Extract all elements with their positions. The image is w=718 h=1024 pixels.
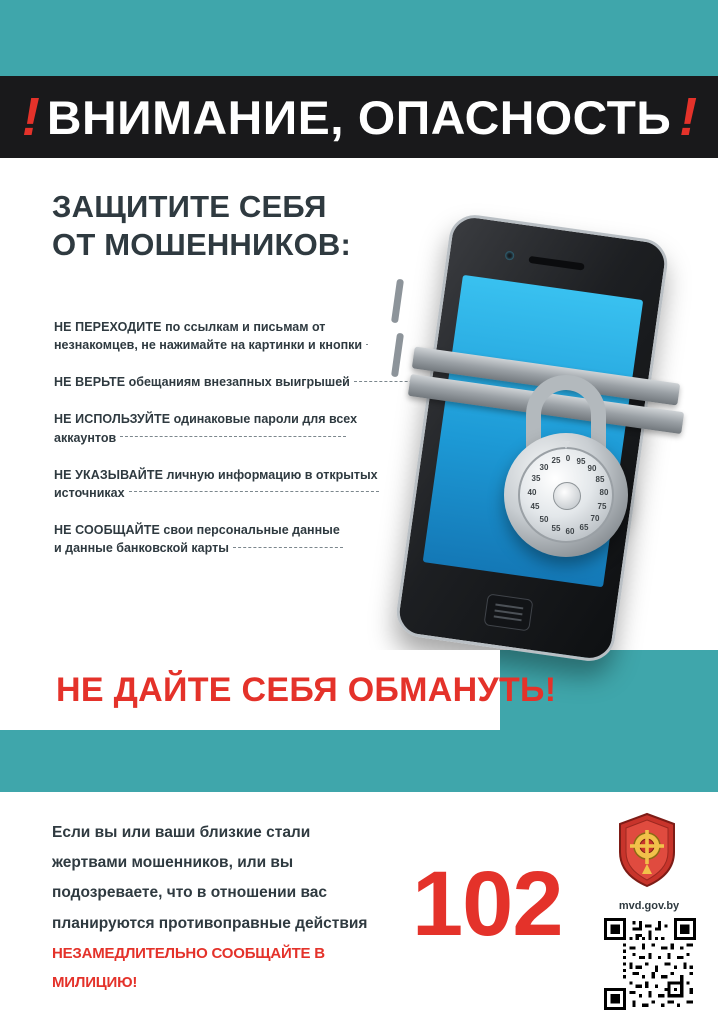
footer-call-to-action: НЕЗАМЕДЛИТЕЛЬНО СООБЩАЙТЕ В МИЛИЦИЮ! [52,944,325,992]
dial-number: 75 [597,502,607,511]
home-button-line [495,604,523,610]
dial-number: 70 [590,514,600,523]
dial-number: 60 [565,527,575,536]
tip-lead: НЕ ПЕРЕХОДИТЕ [54,320,162,334]
attention-banner-inner [21,87,697,147]
dial-number: 30 [539,463,549,472]
dial-number: 65 [579,523,589,532]
tip-text-2: незнакомцев, не нажимайте на картинки и кнопки [54,338,363,353]
home-button-line [494,609,522,615]
attention-banner [0,76,718,158]
tip-text-2: и данные банковской карты [54,541,229,555]
home-button [483,593,533,631]
dial-center [553,482,581,510]
footer-line-1: Если вы или ваши близкие стали [52,824,311,841]
list-item [54,466,454,502]
tip-lead: НЕ ВЕРЬТЕ [54,375,126,390]
dial-number: 40 [527,488,537,497]
dial-marker [562,441,570,449]
tip-text: свои персональные данные [163,522,340,537]
tip-lead: НЕ УКАЗЫВАЙТЕ [54,467,164,482]
mvd-website-label: mvd.gov.by [618,900,680,912]
tip-text: обещаниям внезапных выигрышей [128,375,350,390]
footer-line-2: жертвами мошенников, или вы [52,854,294,872]
slogan-band [0,650,557,730]
dotted-leader [366,344,368,345]
dial-number: 45 [530,502,540,511]
list-item [54,410,454,446]
dial-number: 90 [587,464,597,473]
dotted-leader [233,547,343,548]
home-button-line [494,615,522,621]
dial-number: 25 [551,456,561,465]
dial-number: 0 [565,454,571,463]
tip-text-2: аккаунтов [54,430,117,445]
tip-text: одинаковые пароли для всех [173,412,358,427]
phone-lock-illustration [400,215,700,665]
exclamation-left-icon: ! [21,87,39,147]
qr-code[interactable] [604,918,696,1010]
list-item [54,521,454,557]
dotted-leader [120,436,346,437]
dial-number: 80 [599,488,609,497]
tip-text: по ссылкам и письмам от [165,320,326,334]
dial-number: 55 [551,524,561,533]
tip-lead: НЕ ИСПОЛЬЗУЙТЕ [54,412,171,427]
dial-number: 50 [539,515,549,524]
exclamation-right-icon: ! [679,87,697,147]
footer-message [52,818,412,997]
earpiece-speaker [528,256,584,271]
front-camera-icon [505,251,515,261]
padlock-body [504,433,628,557]
combination-dial [518,447,614,543]
dial-number: 95 [576,457,586,466]
tip-lead: НЕ СООБЩАЙТЕ [54,522,160,537]
attention-banner-title: ВНИМАНИЕ, ОПАСНОСТЬ [46,90,672,144]
padlock-icon [496,375,636,555]
slogan-text: НЕ ДАЙТЕ СЕБЯ ОБМАНУТЬ! [56,670,557,709]
tip-text-2: источниках [54,485,125,500]
emergency-number: 102 [412,853,563,955]
page-title-line1: ЗАЩИТИТЕ СЕБЯ [52,189,327,224]
dotted-leader [129,491,379,492]
dial-number: 85 [595,475,605,484]
footer-line-4: планируются противоправные действия [52,914,368,932]
tip-text: личную информацию в открытых [166,467,378,482]
mvd-emblem-icon [616,812,678,888]
footer-line-3: подозреваете, что в отношении вас [52,884,328,902]
dial-number: 35 [531,474,541,483]
page-title-line2: ОТ МОШЕННИКОВ: [52,226,352,262]
